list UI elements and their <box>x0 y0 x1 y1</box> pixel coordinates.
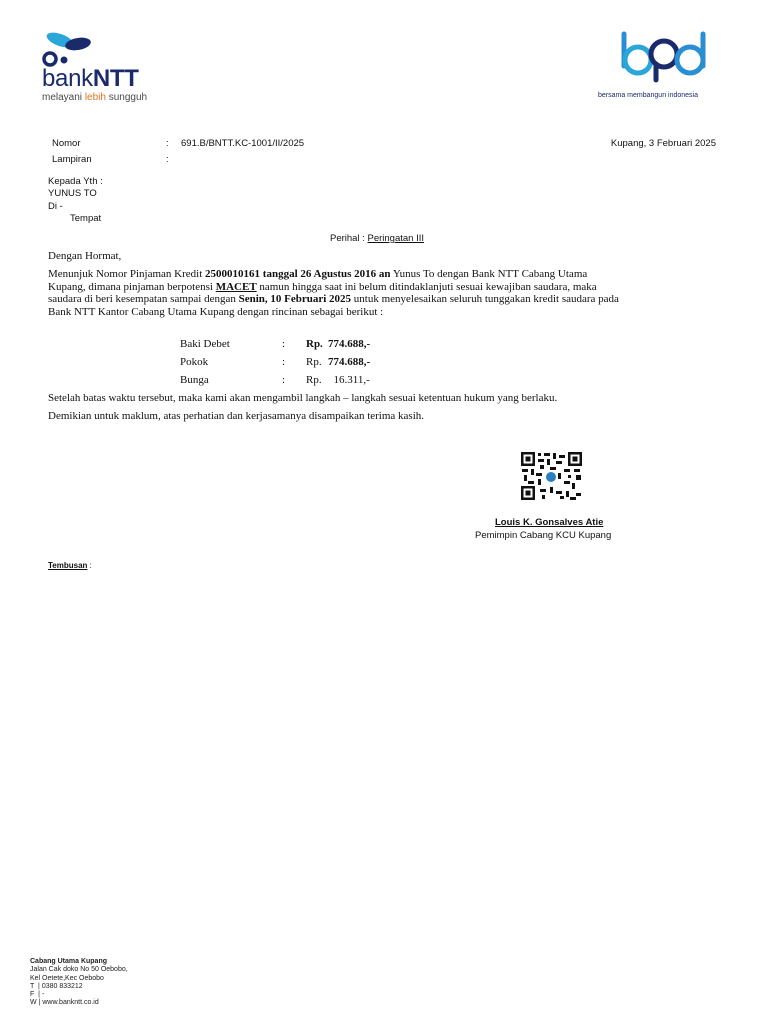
lampiran-colon: : <box>166 154 169 165</box>
loan-number: 2500010161 tanggal 26 Agustus 2016 an <box>205 268 391 280</box>
p1-text-e: saudara di beri kesempatan sampai dengan <box>48 293 239 305</box>
deadline-date: Senin, 10 Februari 2025 <box>238 293 352 305</box>
paragraph-1 <box>48 268 728 318</box>
bpd-tagline: bersama membangun indonesia <box>598 92 699 99</box>
detail-amount: 774.688,- <box>328 356 371 368</box>
detail-currency: Rp. <box>306 374 322 386</box>
table-row <box>180 338 440 356</box>
perihal-label: Perihal : <box>330 233 368 244</box>
footer-phone: 0380 833212 <box>41 982 83 990</box>
footer-address-line2: Kel Oetete,Kec Oebobo <box>30 974 104 982</box>
bpd-mark-icon <box>616 30 726 88</box>
butterfly-logo-icon <box>40 30 100 68</box>
signatory-name: Louis K. Gonsalves Atie <box>495 517 604 528</box>
logo-tagline-2: sungguh <box>105 92 148 103</box>
detail-colon: : <box>282 374 286 386</box>
footer-web-label: W <box>30 999 37 1007</box>
table-row <box>180 356 440 374</box>
bpd-logo <box>598 30 728 102</box>
footer-fax-label: F <box>30 991 35 999</box>
details-table <box>180 338 440 392</box>
recipient-to: Kepada Yth : <box>48 176 103 187</box>
footer-address-line1: Jalan Cak doko No 50 Oebobo, <box>30 966 128 974</box>
p1-text-f: untuk menyelesaikan seluruh tunggakan kredit saudara pada <box>351 293 619 305</box>
recipient-di: Di - <box>48 201 63 212</box>
p1-text-b: Yunus To dengan Bank NTT Cabang Utama <box>390 268 588 280</box>
place-date: Kupang, 3 Februari 2025 <box>610 138 716 149</box>
detail-currency: Rp. <box>306 338 323 350</box>
p1-text-g: Bank NTT Kantor Cabang Utama Kupang dengan rincinan sebagai berikut : <box>48 305 384 318</box>
lampiran-label: Lampiran <box>52 154 92 165</box>
detail-colon: : <box>282 338 286 350</box>
nomor-value: 691.B/BNTT.KC-1001/II/2025 <box>181 138 305 149</box>
logo-tagline-highlight: lebih <box>84 92 106 103</box>
footer-address: Cabang Utama Kupang Jalan Cak doko No 50 Oebobo, Kel Oetete,Kec Oebobo T | 0380 833212 F | - W | www.bankntt.co.id <box>30 958 128 1007</box>
paragraph-3: Demikian untuk maklum, atas perhatian dan kerjasamanya disampaikan terima kasih. <box>48 410 425 422</box>
p1-text-c: Kupang, dimana pinjaman berpotensi <box>48 280 216 293</box>
footer-branch: Cabang Utama Kupang <box>30 958 108 965</box>
p1-text-d: namun hingga saat ini belum ditindaklanjuti sesuai kewajiban saudara, maka <box>256 280 597 293</box>
tembusan <box>48 561 92 570</box>
footer-fax: - <box>41 991 45 999</box>
detail-label: Bunga <box>180 374 209 386</box>
tembusan-label: Tembusan <box>48 561 88 570</box>
nomor-label: Nomor <box>52 138 81 149</box>
recipient-name: YUNUS TO <box>48 188 97 199</box>
detail-label: Baki Debet <box>180 338 230 350</box>
qr-center-logo-icon <box>546 472 556 482</box>
bank-ntt-logo <box>40 30 180 105</box>
signatory-title: Pemimpin Cabang KCU Kupang <box>475 530 612 541</box>
perihal-value: Peringatan III <box>367 233 425 244</box>
logo-tagline-1: melayani <box>42 92 85 103</box>
greeting: Dengan Hormat, <box>48 250 122 262</box>
qr-code <box>520 451 583 501</box>
logo-word-ntt: NTT <box>92 65 139 92</box>
footer-website: www.bankntt.co.id <box>42 999 99 1007</box>
paragraph-2: Setelah batas waktu tersebut, maka kami akan mengambil langkah – langkah sesuai ketentuan hukum yang berlaku. <box>48 392 558 404</box>
detail-label: Pokok <box>180 356 209 368</box>
tembusan-colon: : <box>87 561 92 570</box>
p1-text-a: Menunjuk Nomor Pinjaman Kredit <box>48 268 206 280</box>
detail-amount: 16.311,- <box>328 374 370 386</box>
loan-status: MACET <box>215 280 257 293</box>
footer-phone-label: T <box>30 982 35 990</box>
table-row <box>180 374 440 392</box>
detail-currency: Rp. <box>306 356 322 368</box>
recipient-place: Tempat <box>70 213 102 224</box>
logo-word-bank: bank <box>42 65 93 92</box>
detail-colon: : <box>282 356 286 368</box>
perihal <box>330 232 424 245</box>
nomor-colon: : <box>166 138 169 149</box>
detail-amount: 774.688,- <box>328 338 371 350</box>
